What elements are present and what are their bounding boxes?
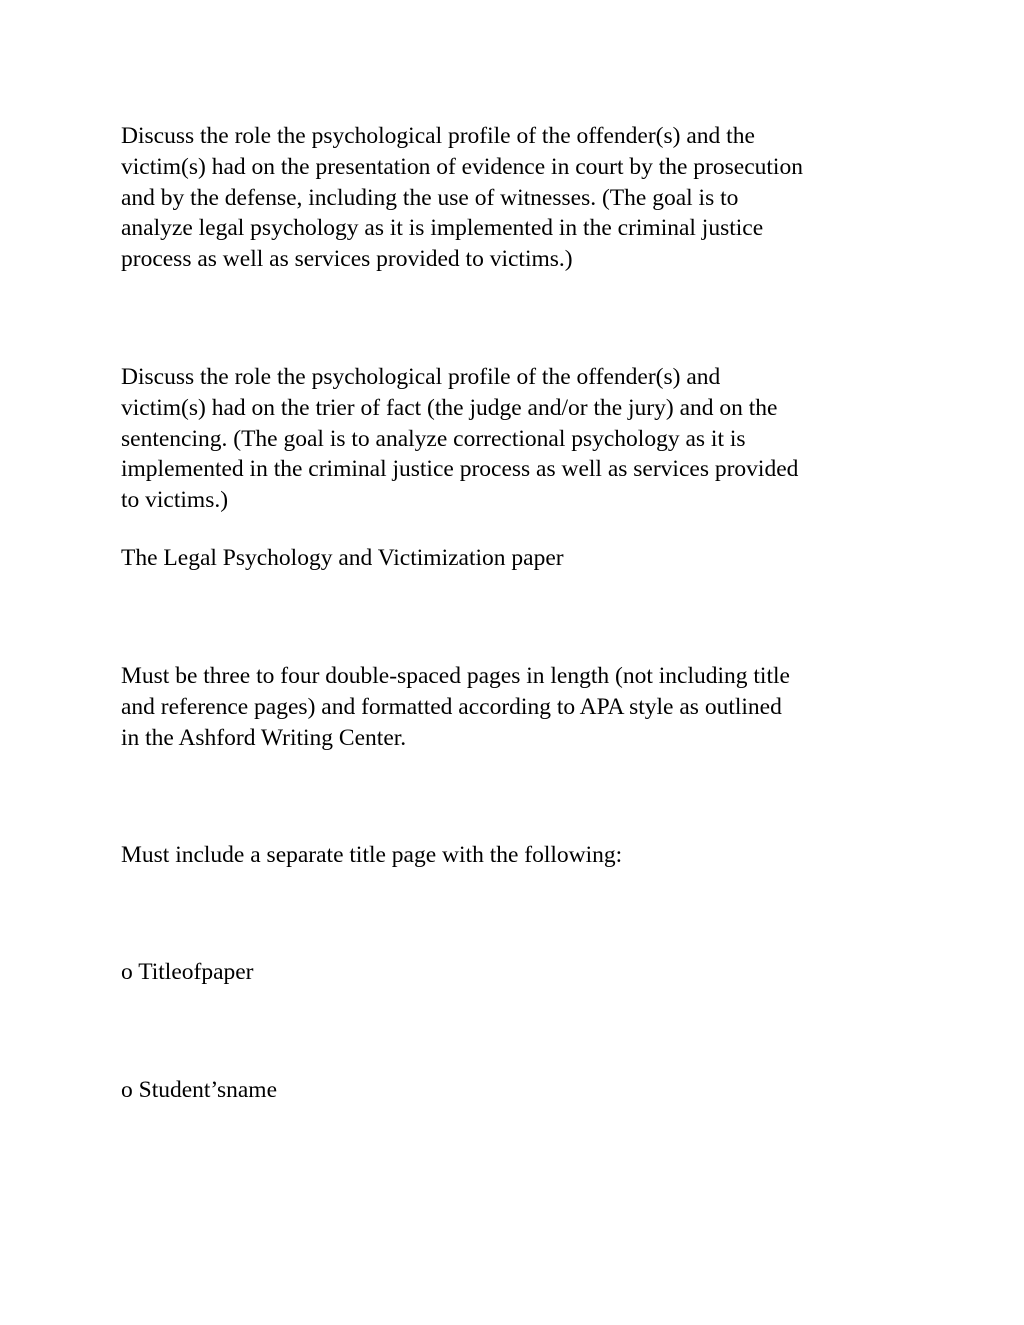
paragraph-title-page-requirement: Must include a separate title page with the following: xyxy=(121,842,623,868)
list-item-title-of-paper: o Titleofpaper xyxy=(121,959,254,985)
paragraph-legal-psychology-prompt: Discuss the role the psychological profile of the offender(s) and the victim(s) had on the presentation of evidence in court by the prosecution and by the defense, including the use of witnesses. (The goal is to analyze legal psychology as it is implemented in the criminal justice process as well as services provided to victims.) xyxy=(121,123,803,273)
paragraph-correctional-psychology-prompt: Discuss the role the psychological profile of the offender(s) and victim(s) had on the trier of fact (the judge and/or the jury) and on the sentencing. (The goal is to analyze correctional psychology as it is implemented in the criminal justice process as well as services provided to victims.) xyxy=(121,364,799,514)
paragraph-length-requirement: Must be three to four double-spaced pages in length (not including title and reference pages) and formatted according to APA style as outlined in the Ashford Writing Center. xyxy=(121,663,790,751)
list-item-student-name: o Student’sname xyxy=(121,1077,277,1103)
paper-title-line: The Legal Psychology and Victimization paper xyxy=(121,545,564,571)
